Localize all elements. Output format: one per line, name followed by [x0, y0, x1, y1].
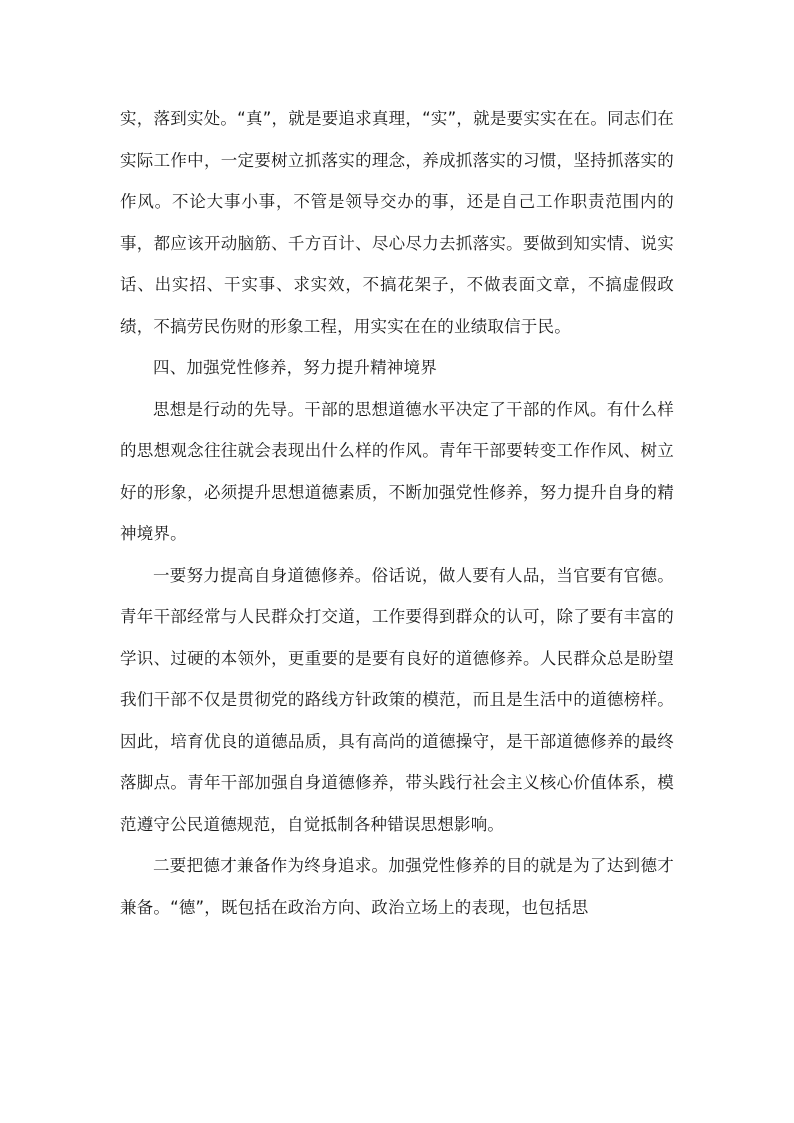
paragraph-practical-work: 实，落到实处。“真”，就是要追求真理，“实”，就是要实实在在。同志们在实际工作中，一定要树立抓落实的理念，养成抓落实的习惯，坚持抓落实的作风。不论大事小事，不管是领导交办的事，还是自己工作职责范围内的事，都应该开动脑筋、千方百计、尽心尽力去抓落实。要做到知实情、说实话、出实招、干实事、求实效，不搞花架子，不做表面文章，不搞虚假政绩，不搞劳民伤财的形象工程，用实实在在的业绩取信于民。 [120, 109, 674, 336]
paragraph-virtue-and-talent: 二要把德才兼备作为终身追求。加强党性修养的目的就是为了达到德才兼备。“德”，既包括在政治方向、政治立场上的表现，也包括思 [120, 856, 674, 917]
paragraph-moral-cultivation: 一要努力提高自身道德修养。俗话说，做人要有人品，当官要有官德。青年干部经常与人民群众打交道，工作要得到群众的认可，除了要有丰富的学识、过硬的本领外，更重要的是要有良好的道德修养。人民群众总是盼望我们干部不仅是贯彻党的路线方针政策的模范，而且是生活中的道德榜样。因此，培育优良的道德品质，具有高尚的道德操守，是干部道德修养的最终落脚点。青年干部加强自身道德修养，带头践行社会主义核心价值体系，模范遵守公民道德规范，自觉抵制各种错误思想影响。 [120, 565, 674, 834]
section-heading-party-cultivation: 四、加强党性修养，努力提升精神境界 [153, 358, 437, 377]
document-body [120, 98, 674, 928]
paragraph-thought-guides-action: 思想是行动的先导。干部的思想道德水平决定了干部的作风。有什么样的思想观念往往就会表现出什么样的作风。青年干部要转变工作作风、树立好的形象，必须提升思想道德素质，不断加强党性修养，努力提升自身的精神境界。 [120, 399, 674, 543]
